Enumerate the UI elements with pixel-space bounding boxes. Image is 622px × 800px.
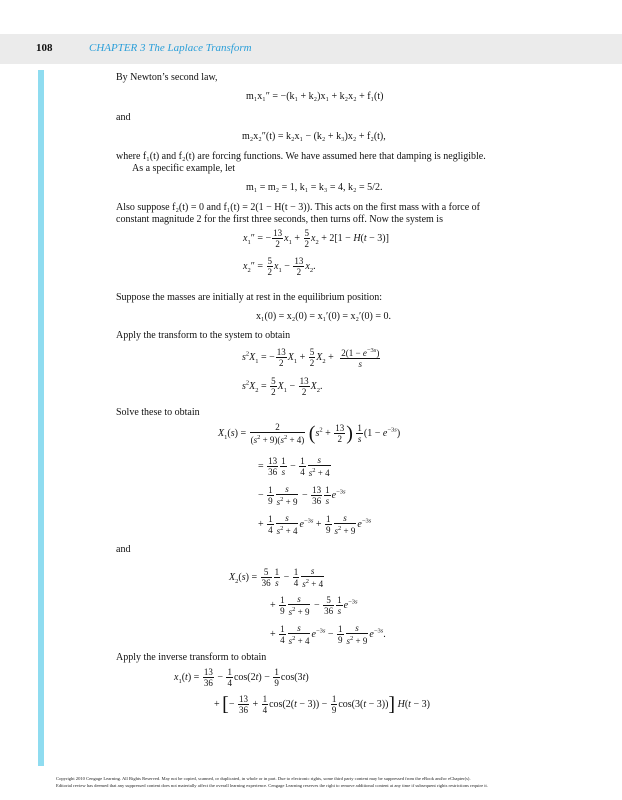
equation-system-1: $x_1''$ = − $\frac{13}{2}$ $x_1$ + $\frac{5}{2}$ $x_2 + 2[1 - H(t - 3)]$ (243, 228, 389, 249)
equation-x1t-line-1: $x_1(t)$ = $\frac{13}{36}$ − $\frac{1}{4}$ cos(2t) − $\frac{1}{9}$ cos(3t) (174, 667, 309, 688)
text-system: constant magnitude 2 for the first three seconds, then turns off. Now the system is (116, 214, 443, 225)
equation-X2-line-3: + $\frac{1}{4}$ $\frac{s}{s^2 + 4}$ $e^{-3s}$ − $\frac{1}{9}$ $\frac{s}{s^2 + 9}$ $e^{-3s}$. (270, 623, 386, 646)
equation-X1-line-1: $X_1(s)$ = $\frac{2}{(s^2 + 9)(s^2 + 4)}$ ($s^2$ + $\frac{13}{2}$ ) $\frac{1}{s}$ $(1 - e^{-3s})$ (218, 422, 401, 445)
equation-x1t-line-2: + [− $\frac{13}{36}$ + $\frac{1}{4}$ cos(2(t − 3)) − $\frac{1}{9}$ cos(3(t − 3))] H(t − 3) (214, 693, 430, 716)
margin-bar (38, 70, 44, 766)
equation-transform-2: $s^2X_2$ = $\frac{5}{2}$ $X_1$ − $\frac{13}{2}$ $X_2$. (242, 376, 323, 397)
copyright-line-2: Editorial review has deemed that any suppressed content does not materially affect the overall learning experience. Cengage Learning reserves the right to remove additional content at any time if subsequent rights restrictions require it. (56, 783, 488, 788)
equation-X2-line-1: $X_2(s)$ = $\frac{5}{36}$ $\frac{1}{s}$ − $\frac{1}{4}$ $\frac{s}{s^2 + 4}$ (229, 566, 324, 589)
text-newton: By Newton’s second law, (116, 72, 218, 83)
equation-params: m₁ = m₂ = 1, k₁ = k₃ = 4, k₂ = 5/2. (246, 182, 383, 193)
chapter-title: CHAPTER 3 The Laplace Transform (89, 42, 252, 54)
text-suppose: Also suppose f₂(t) = 0 and f₁(t) = 2(1 − H(t − 3)). This acts on the first mass with a force of (116, 202, 480, 213)
equation-X1-line-4: + $\frac{1}{4}$ $\frac{s}{s^2 + 4}$ $e^{-3s}$ + $\frac{1}{9}$ $\frac{s}{s^2 + 9}$ $e^{-3s}$ (258, 513, 372, 536)
equation-newton-1: m₁x₁″ = −(k₁ + k₂)x₁ + k₂x₂ + f₁(t) (246, 91, 384, 102)
text-transform: Apply the transform to the system to obtain (116, 330, 291, 341)
text-initial: Suppose the masses are initially at rest in the equilibrium position: (116, 292, 383, 303)
page-number: 108 (36, 42, 53, 54)
text-forcing: where f₁(t) and f₂(t) are forcing functions. We have assumed here that damping is negligible. (116, 151, 486, 162)
copyright-line-1: Copyright 2010 Cengage Learning. All Rights Reserved. May not be copied, scanned, or duplicated, in whole or in part. Due to electronic rights, some third party content may be suppressed from the eBook and/or eChapter(s). (56, 776, 471, 781)
text-and-1: and (116, 112, 131, 123)
equation-transform-1: $s^2X_1$ = − $\frac{13}{2}$ $X_1$ + $\frac{5}{2}$ $X_2$ + $\frac{2(1 - e^{-3s})}{s}$ (242, 347, 380, 369)
equation-X2-line-2: + $\frac{1}{9}$ $\frac{s}{s^2 + 9}$ − $\frac{5}{36}$ $\frac{1}{s}$ $e^{-3s}$ (270, 594, 358, 617)
equation-system-2: $x_2''$ = $\frac{5}{2}$ $x_1$ − $\frac{13}{2}$ $x_2$. (243, 256, 316, 277)
equation-newton-2: m₂x₂″(t) = k₂x₁ − (k₂ + k₃)x₂ + f₂(t), (242, 131, 386, 142)
equation-X1-line-2: = $\frac{13}{36}$ $\frac{1}{s}$ − $\frac{1}{4}$ $\frac{s}{s^2 + 4}$ (258, 455, 330, 478)
text-inverse: Apply the inverse transform to obtain (116, 652, 267, 663)
text-solve: Solve these to obtain (116, 407, 200, 418)
text-and-2: and (116, 544, 131, 555)
equation-initial: x₁(0) = x₂(0) = x₁′(0) = x₂′(0) = 0. (256, 311, 392, 322)
equation-X1-line-3: − $\frac{1}{9}$ $\frac{s}{s^2 + 9}$ − $\frac{13}{36}$ $\frac{1}{s}$ $e^{-3s}$ (258, 484, 346, 507)
text-example: As a specific example, let (132, 163, 236, 174)
